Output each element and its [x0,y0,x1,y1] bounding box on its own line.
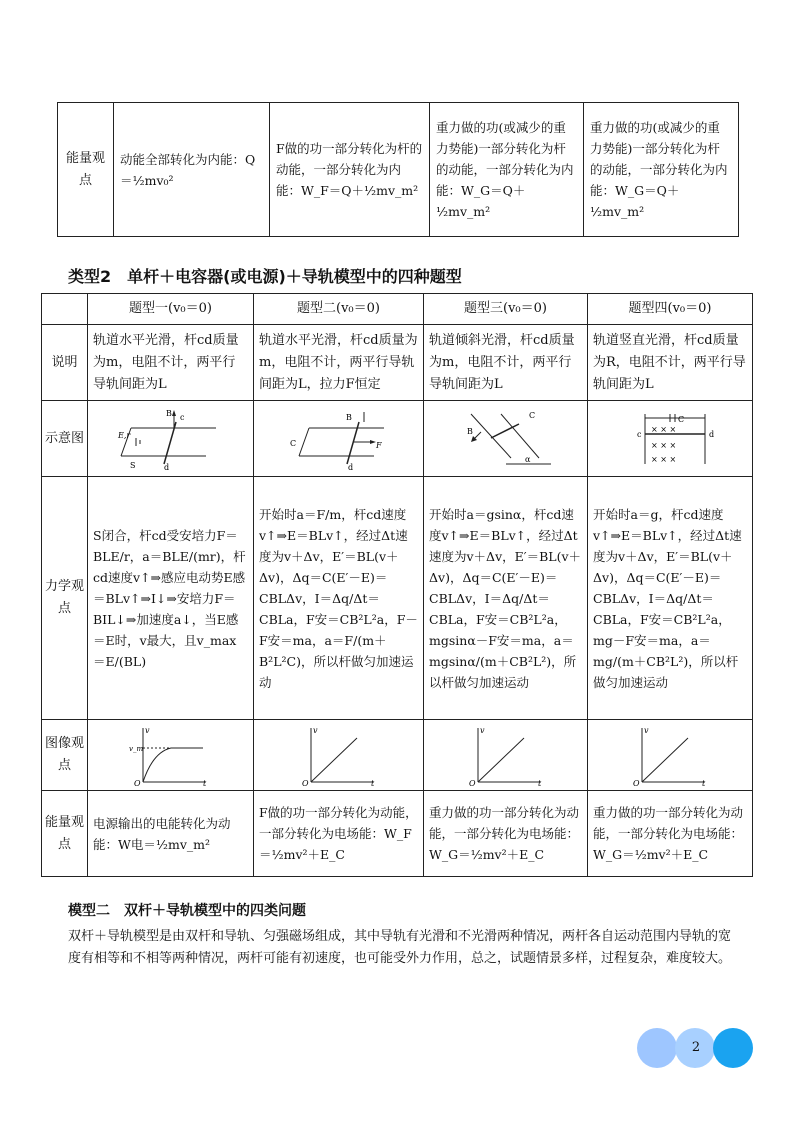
axis-label-t: t [702,779,706,788]
row-label-energy: 能量观点 [42,791,88,877]
energy-cell: 重力做的功一部分转化为动能，一部分转化为电场能：W_G＝½mv²＋E_C [588,791,753,877]
vt-graph-linear [630,724,710,786]
badge-circle [637,1028,677,1068]
energy-table-top [57,102,739,237]
row-label-energy: 能量观点 [58,103,114,237]
header-type2: 题型二(v₀＝0) [254,294,424,325]
svg-text:× × ×: × × × [651,424,677,434]
svg-text:F: F [375,440,382,450]
axis-label-v: v [644,726,649,735]
svg-text:d: d [709,429,715,439]
badge-circle [713,1028,753,1068]
graph-cell [424,720,588,791]
header-type4: 题型四(v₀＝0) [588,294,753,325]
svg-text:d: d [347,462,353,472]
svg-text:B: B [165,408,172,418]
axis-label-t: t [202,779,206,788]
vertical-rails-diagram [615,408,725,470]
axis-label-t: t [537,779,541,788]
page-number: 2 [691,1040,701,1055]
header-type1: 题型一(v₀＝0) [88,294,254,325]
svg-text:c: c [179,412,184,422]
axis-label-t: t [370,779,374,788]
vt-graph-linear [299,724,379,786]
desc-cell: 轨道水平光滑，杆cd质量为m，电阻不计，两平行导轨间距为L，拉力F恒定 [254,325,424,401]
svg-text:B: B [466,426,473,436]
graph-cell [588,720,753,791]
axis-label-v: v [144,726,150,735]
energy-cell: 动能全部转化为内能：Q＝½mv₀² [114,103,270,237]
vt-graph-linear [466,724,546,786]
axis-label-v: v [312,726,318,735]
row-label-diagram: 示意图 [42,401,88,477]
desc-cell: 轨道水平光滑，杆cd质量为m，电阻不计，两平行导轨间距为L [88,325,254,401]
axis-label-o: O [133,779,141,788]
axis-label-v: v [479,726,485,735]
rails-capacitor-diagram [284,408,394,470]
svg-text:C: C [289,438,296,448]
svg-text:S: S [129,460,135,470]
energy-cell: 重力做的功一部分转化为动能，一部分转化为电场能：W_G＝½mv²＋E_C [424,791,588,877]
diagram-cell [88,401,254,477]
section-title-model2: 模型二 双杆＋导轨模型中的四类问题 [68,903,306,919]
incline-diagram [451,408,561,470]
header-type3: 题型三(v₀＝0) [424,294,588,325]
diagram-cell [424,401,588,477]
svg-text:c: c [637,429,642,439]
svg-text:C: C [678,414,685,424]
energy-cell: 电源输出的电能转化为动能：W电＝½mv_m² [88,791,254,877]
section-title-type2: 类型2 单杆＋电容器(或电源)＋导轨模型中的四种题型 [68,267,462,286]
svg-text:E,r: E,r [117,430,130,440]
axis-label-o: O [468,779,476,788]
svg-text:× × ×: × × × [651,440,677,450]
row-label-mechanics: 力学观点 [42,477,88,720]
energy-cell: F做的功一部分转化为杆的动能，一部分转化为内能：W_F＝Q＋½mv_m² [270,103,430,237]
rails-battery-diagram [116,408,226,470]
row-label-graph: 图像观点 [42,720,88,791]
svg-text:× × ×: × × × [651,454,677,464]
row-label-desc: 说明 [42,325,88,401]
diagram-cell [254,401,424,477]
graph-cell [88,720,254,791]
mechanics-cell: S闭合，杆cd受安培力F＝BLE/r，a＝BLE/(mr)，杆cd速度v↑⇒感应电动势E感＝BLv↑⇒I↓⇒安培力F＝BIL↓⇒加速度a↓，当E感＝E时，v最大，且v_max＝E/(BL) [88,477,254,720]
diagram-cell [588,401,753,477]
graph-cell [254,720,424,791]
model2-paragraph: 双杆＋导轨模型是由双杆和导轨、匀强磁场组成，其中导轨有光滑和不光滑两种情况，两杆各自运动范围内导轨的宽度有相等和不相等两种情况，两杆可能有初速度，也可能受外力作用，总之，试题情景多样，过程复杂，难度较大。 [68,929,732,966]
mechanics-cell: 开始时a＝g，杆cd速度v↑⇒E＝BLv↑，经过Δt速度为v＋Δv，E′＝BL(v＋Δv)，Δq＝C(E′－E)＝CBLΔv，I＝Δq/Δt＝CBLa，F安＝CB²L²a，mg－F安＝ma，a＝mg/(m＋CB²L²)，所以杆做匀加速运动 [588,477,753,720]
svg-text:d: d [163,462,169,472]
desc-cell: 轨道倾斜光滑，杆cd质量为m，电阻不计，两平行导轨间距为L [424,325,588,401]
svg-text:C: C [528,410,535,420]
axis-label-vm: v_m [128,745,143,753]
svg-text:α: α [524,454,530,464]
desc-cell: 轨道竖直光滑，杆cd质量为R，电阻不计，两平行导轨间距为L [588,325,753,401]
axis-label-o: O [633,779,640,788]
energy-cell: F做的功一部分转化为动能，一部分转化为电场能：W_F＝½mv²＋E_C [254,791,424,877]
axis-label-o: O [301,779,309,788]
mechanics-cell: 开始时a＝gsinα，杆cd速度v↑⇒E＝BLv↑，经过Δt速度为v＋Δv，E′＝BL(v＋Δv)，Δq＝C(E′－E)＝CBLΔv，I＝Δq/Δt＝CBLa，F安＝CB²L²a，mgsinα－F安＝ma，a＝mgsinα/(m＋CB²L²)，所以杆做匀加速运动 [424,477,588,720]
mechanics-cell: 开始时a＝F/m，杆cd速度v↑⇒E＝BLv↑，经过Δt速度为v＋Δv，E′＝BL(v＋Δv)，Δq＝C(E′－E)＝CBLΔv，I＝Δq/Δt＝CBLa，F安＝CB²L²a，F－F安＝ma，a＝F/(m＋B²L²C)，所以杆做匀加速运动 [254,477,424,720]
svg-text:B: B [345,412,352,422]
vt-graph-saturating [128,724,211,788]
single-rod-capacitor-table [41,293,753,877]
energy-cell: 重力做的功(或减少的重力势能)一部分转化为杆的动能，一部分转化为内能：W_G＝Q＋½mv_m² [584,103,739,237]
energy-cell: 重力做的功(或减少的重力势能)一部分转化为杆的动能，一部分转化为内能：W_G＝Q＋½mv_m² [430,103,584,237]
header-corner [42,294,88,325]
